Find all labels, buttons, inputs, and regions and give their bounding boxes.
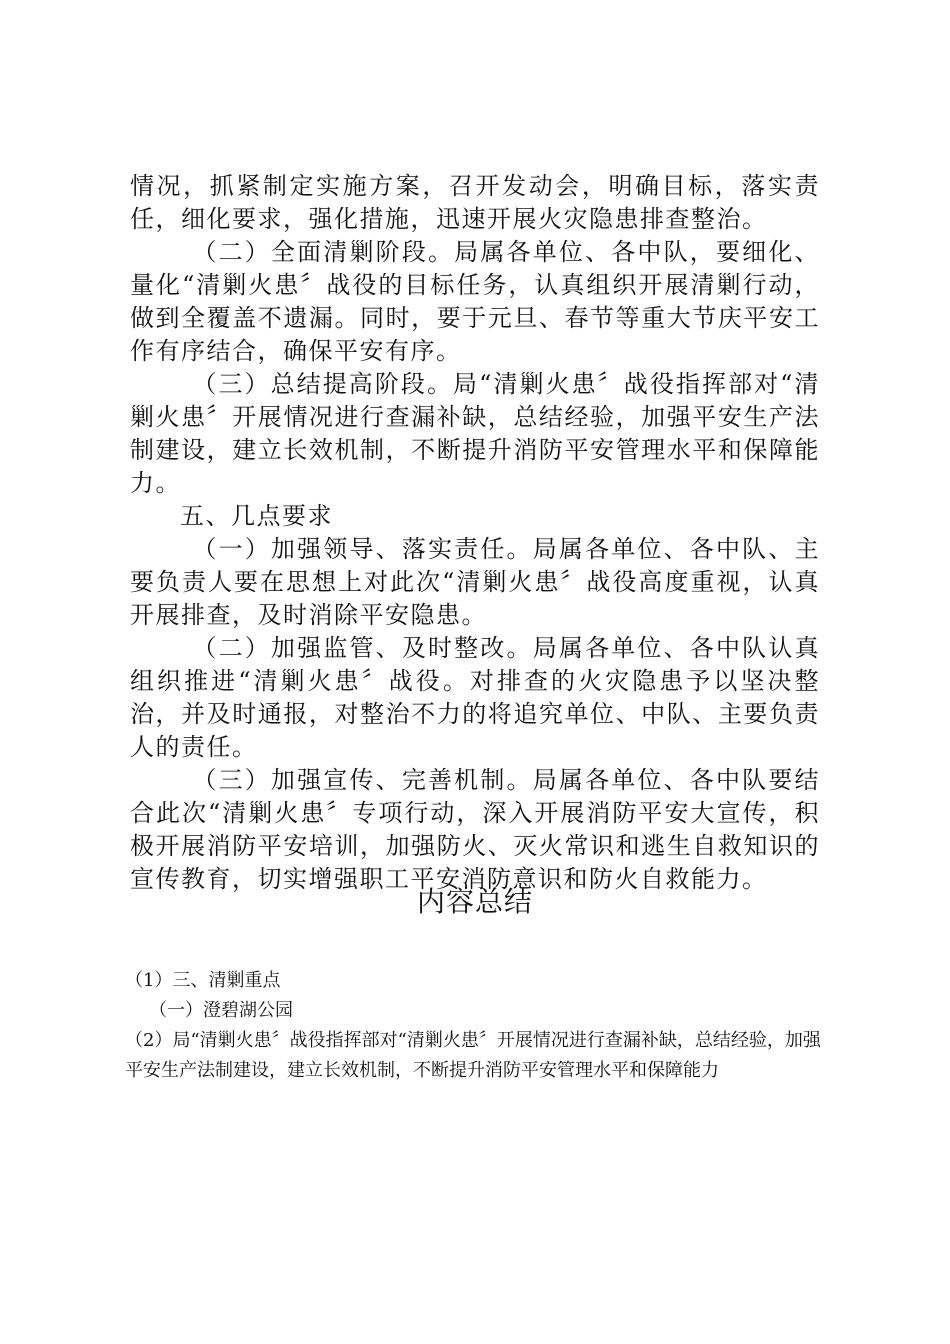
paragraph-stage-two: （二）全面清剿阶段。局属各单位、各中队，要细化、量化“清剿火患〞战役的目标任务，认真组织开展清剿行动，做到全覆盖不遗漏。同时，要于元旦、春节等重大节庆平安工作有序结合，确保平安有序。	[130, 238, 820, 365]
summary-title: 内容总结	[416, 885, 533, 918]
summary-item-1-sub: （一）澄碧湖公园	[149, 1000, 293, 1021]
paragraph-requirement-three: （三）加强宣传、完善机制。局属各单位、各中队要结合此次“清剿火患〞专项行动，深入开展消防平安大宣传，积极开展消防平安培训，加强防火、灭火常识和逃生自救知识的宣传教育，切实增强职工平安消防意识和防火自救能力。	[130, 766, 820, 893]
section-heading-requirements: 五、几点要求	[180, 502, 333, 530]
summary-item-1: （1）三、清剿重点	[125, 970, 281, 991]
paragraph-continuation: 情况，抓紧制定实施方案，召开发动会，明确目标，落实责任，细化要求，强化措施，迅速开展火灾隐患排查整治。	[130, 172, 820, 233]
summary-item-2: （2）局“清剿火患〞战役指挥部对“清剿火患〞开展情况进行查漏补缺，总结经验，加强平安生产法制建设，建立长效机制，不断提升消防平安管理水平和保障能力	[125, 1030, 821, 1081]
paragraph-requirement-one: （一）加强领导、落实责任。局属各单位、各中队、主要负责人要在思想上对此次“清剿火患〞战役高度重视，认真开展排查，及时消除平安隐患。	[130, 535, 820, 629]
paragraph-stage-three: （三）总结提高阶段。局“清剿火患〞战役指挥部对“清剿火患〞开展情况进行查漏补缺，总结经验，加强平安生产法制建设，建立长效机制，不断提升消防平安管理水平和保障能力。	[130, 370, 820, 497]
summary-section	[125, 966, 830, 1086]
document-body	[130, 170, 820, 896]
paragraph-requirement-two: （二）加强监管、及时整改。局属各单位、各中队认真组织推进“清剿火患〞战役。对排查的火灾隐患予以坚决整治，并及时通报，对整治不力的将追究单位、中队、主要负责人的责任。	[130, 634, 820, 761]
